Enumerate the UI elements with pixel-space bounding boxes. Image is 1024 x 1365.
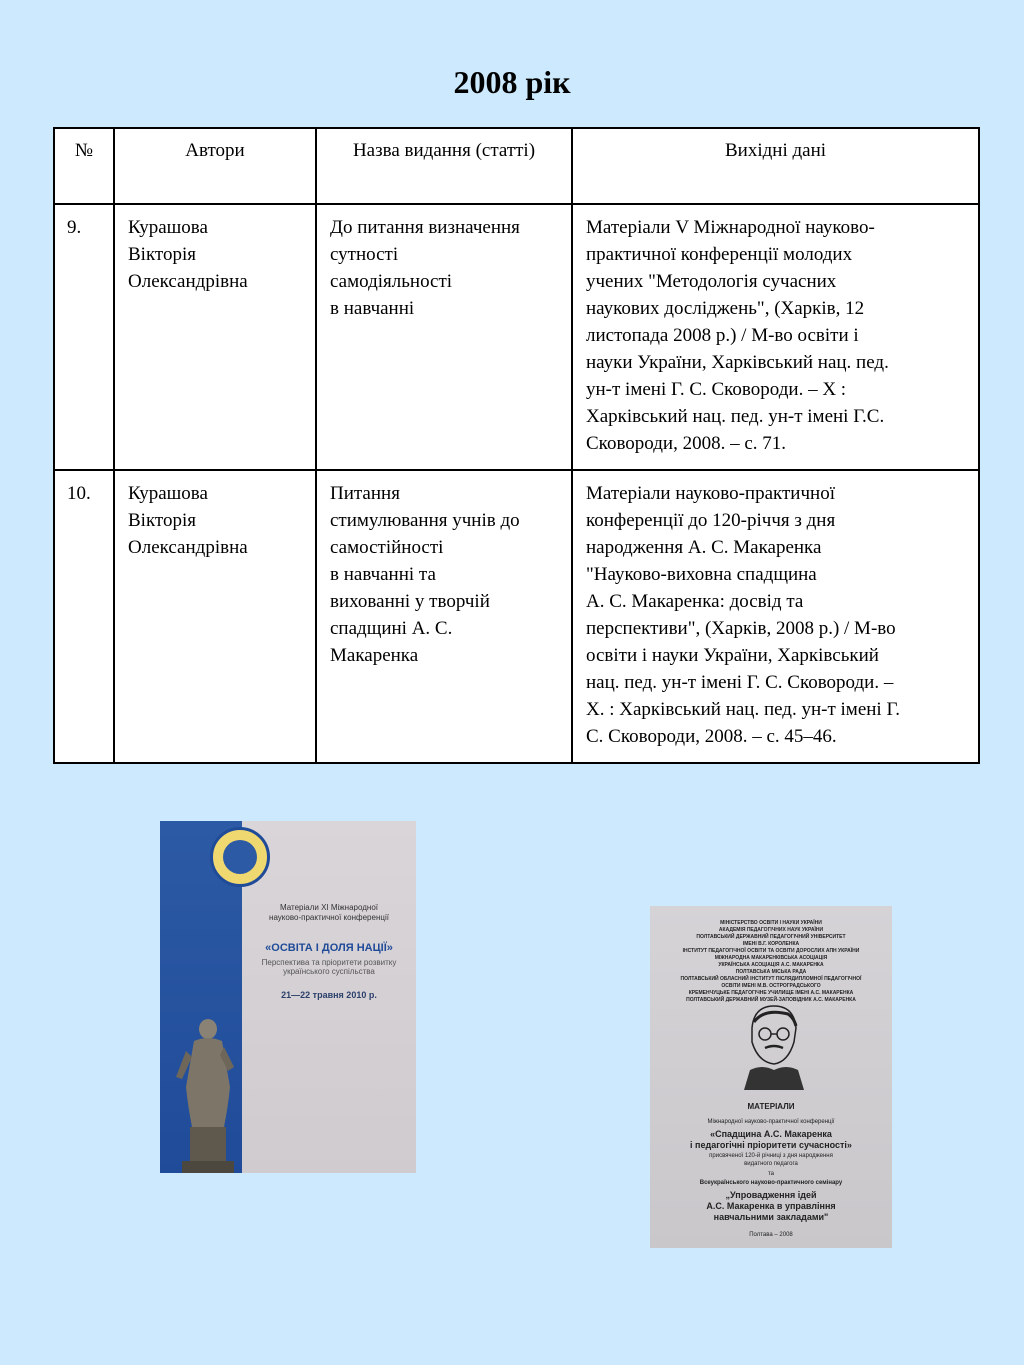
cover1-title: «ОСВІТА І ДОЛЯ НАЦІЇ»: [265, 942, 393, 954]
cover2-header-line: АКАДЕМІЯ ПЕДАГОГІЧНИХ НАУК УКРАЇНИ: [718, 927, 824, 933]
cover2-footer: Полтава – 2008: [749, 1232, 793, 1238]
university-seal-icon: [210, 827, 270, 887]
source-line: народження А. С. Макаренка: [586, 537, 822, 558]
source-line: перспективи", (Харків, 2008 р.) / М-во: [586, 618, 896, 639]
source-line: "Науково-виховна спадщина: [586, 564, 817, 585]
author-line: Вікторія: [128, 510, 197, 531]
cover2-body-line: видатного педагога: [744, 1161, 798, 1167]
cover-image-osvita: [160, 821, 416, 1173]
row-author: [114, 204, 316, 470]
cover2-header-line: ПОЛТАВСЬКИЙ ДЕРЖАВНИЙ ПЕДАГОГІЧНИЙ УНІВЕРСИТЕТ: [696, 934, 846, 940]
row-number: 9.: [54, 204, 114, 470]
title-line: в навчанні та: [330, 564, 436, 585]
cover2-header-line: МІНІСТЕРСТВО ОСВІТИ І НАУКИ УКРАЇНИ: [720, 920, 822, 926]
publications-table: [53, 127, 980, 764]
cover1-line: Матеріали XI Міжнародної: [279, 903, 378, 912]
row-author: [114, 470, 316, 763]
makarenko-portrait-icon: [738, 998, 808, 1090]
cover1-line: науково-практичної конференції: [269, 913, 389, 922]
cover2-header-line: ПОЛТАВСЬКИЙ ДЕРЖАВНИЙ МУЗЕЙ-ЗАПОВІДНИК А.С. МАКАРЕНКА: [686, 997, 856, 1003]
source-line: ун-т імені Г. С. Сковороди. – Х :: [586, 379, 847, 400]
cover2-header-line: МІЖНАРОДНА МАКАРЕНКІВСЬКА АСОЦІАЦІЯ: [714, 955, 828, 961]
title-line: вихованні у творчій: [330, 591, 490, 612]
cover1-line: українського суспільства: [283, 967, 375, 976]
title-line: сутності: [330, 244, 399, 265]
source-line: освіти і науки України, Харківський: [586, 645, 879, 666]
source-line: науки України, Харківський нац. пед.: [586, 352, 889, 373]
cover2-body-line: та: [767, 1171, 775, 1177]
source-line: листопада 2008 р.) / М-во освіти і: [586, 325, 859, 346]
table-row: [54, 204, 979, 470]
cover2-header-line: КРЕМЕНЧУЦЬКЕ ПЕДАГОГІЧНЕ УЧИЛИЩЕ ІМЕНІ А.С. МАКАРЕНКА: [688, 990, 854, 996]
cover2-body-line: «Спадщина А.С. Макаренка: [710, 1129, 832, 1139]
table-row: [54, 470, 979, 763]
cover2-body-line: навчальними закладами": [713, 1212, 829, 1222]
row-source: [572, 204, 979, 470]
title-line: самостійності: [330, 537, 444, 558]
title-line: самодіяльності: [330, 271, 453, 292]
header-authors: Автори: [114, 128, 316, 204]
source-line: Сковороди, 2008. – с. 71.: [586, 433, 787, 454]
cover2-header-line: ПОЛТАВСЬКА МІСЬКА РАДА: [735, 969, 807, 975]
page-title: 2008 рік: [453, 64, 571, 100]
source-line: учених "Методологія сучасних: [586, 271, 837, 292]
table-header-row: [54, 128, 979, 204]
cover2-header-line: УКРАЇНСЬКА АСОЦІАЦІЯ А.С. МАКАРЕНКА: [718, 962, 824, 968]
source-line: Матеріали V Міжнародної науково-: [586, 217, 875, 238]
source-line: конференції до 120-річчя з дня: [586, 510, 836, 531]
cover2-materials: МАТЕРІАЛИ: [747, 1102, 795, 1111]
cover-image-makarenko: [650, 906, 892, 1248]
cover2-body-line: і педагогічні пріоритети сучасності»: [690, 1140, 852, 1150]
author-line: Олександрівна: [128, 537, 248, 558]
cover2-body-line: „Упровадження ідей: [725, 1190, 817, 1200]
header-title: Назва видання (статті): [316, 128, 572, 204]
cover1-date: 21—22 травня 2010 р.: [281, 990, 377, 1000]
title-line: стимулювання учнів до: [330, 510, 520, 531]
cover2-body-line: присвяченої 120-й річниці з дня народження: [709, 1153, 833, 1159]
cover2-header-line: ПОЛТАВСЬКИЙ ОБЛАСНИЙ ІНСТИТУТ ПІСЛЯДИПЛОМНОЇ ПЕДАГОГІЧНОЇ: [680, 976, 862, 982]
author-line: Вікторія: [128, 244, 197, 265]
row-source: [572, 470, 979, 763]
title-line: До питання визначення: [330, 217, 520, 238]
source-line: Х. : Харківський нац. пед. ун-т імені Г.: [586, 699, 901, 720]
source-line: практичної конференції молодих: [586, 244, 853, 265]
cover2-body-line: Міжнародної науково-практичної конференції: [707, 1119, 835, 1125]
source-line: нац. пед. ун-т імені Г. С. Сковороди. –: [586, 672, 894, 693]
cover1-line: Перспектива та пріоритети розвитку: [261, 958, 397, 967]
title-line: Макаренка: [330, 645, 419, 666]
statue-icon: [168, 1017, 248, 1173]
source-line: Матеріали науково-практичної: [586, 483, 835, 504]
header-source: Вихідні дані: [572, 128, 979, 204]
author-line: Курашова: [128, 217, 208, 238]
source-line: наукових досліджень", (Харків, 12: [586, 298, 865, 319]
title-line: в навчанні: [330, 298, 415, 319]
author-line: Олександрівна: [128, 271, 248, 292]
source-line: А. С. Макаренка: досвід та: [586, 591, 804, 612]
row-title: [316, 204, 572, 470]
source-line: С. Сковороди, 2008. – с. 45–46.: [586, 726, 837, 747]
cover2-header-line: ІМЕНІ В.Г. КОРОЛЕНКА: [742, 941, 800, 947]
row-title: [316, 470, 572, 763]
header-number: №: [54, 128, 114, 204]
title-line: спадщині А. С.: [330, 618, 453, 639]
cover2-header-line: ІНСТИТУТ ПЕДАГОГІЧНОЇ ОСВІТИ ТА ОСВІТИ ДОРОСЛИХ АПН УКРАЇНИ: [682, 948, 860, 954]
cover2-body-line: Всеукраїнського науково-практичного семінару: [699, 1180, 843, 1186]
row-number: 10.: [54, 470, 114, 763]
author-line: Курашова: [128, 483, 208, 504]
cover2-body-line: А.С. Макаренка в управління: [706, 1201, 836, 1211]
source-line: Харківський нац. пед. ун-т імені Г.С.: [586, 406, 885, 427]
cover2-header-line: ОСВІТИ ІМЕНІ М.В. ОСТРОГРАДСЬКОГО: [721, 983, 821, 989]
title-line: Питання: [330, 483, 400, 504]
